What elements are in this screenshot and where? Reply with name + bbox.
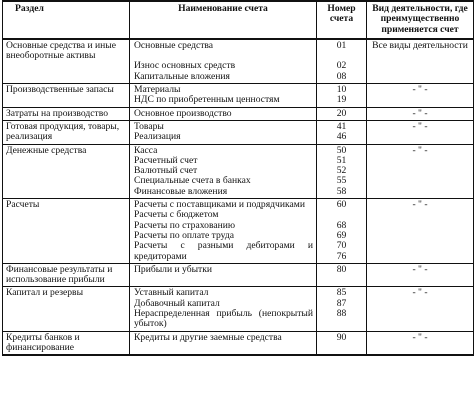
section-cell: Затраты на производство — [3, 107, 130, 120]
account-number: 51 — [336, 154, 347, 166]
table-row — [3, 144, 474, 198]
table-row — [3, 199, 474, 264]
account-numbers-cell — [317, 263, 367, 287]
table-row — [3, 287, 474, 331]
account-number: 55 — [336, 175, 347, 187]
account-name: Материалы — [134, 84, 181, 96]
account-name: Нераспределенная прибыль (непокрытый убыток) — [134, 308, 313, 330]
table-row — [3, 107, 474, 120]
account-numbers-cell — [317, 120, 367, 144]
account-number: 69 — [336, 229, 347, 241]
table-row — [3, 331, 474, 355]
account-number: 08 — [336, 70, 347, 82]
section-cell: Финансовые результаты и использование прибыли — [3, 263, 130, 287]
header-account-number: Номер счета — [317, 1, 367, 39]
account-name: Расчеты по страхованию — [134, 219, 236, 231]
account-number: 58 — [336, 185, 347, 197]
account-name: Товары — [134, 120, 164, 132]
account-name: Добавочный капитал — [134, 297, 220, 309]
account-name: Финансовые вложения — [134, 185, 228, 197]
account-names-cell — [130, 84, 317, 108]
section-cell: Капитал и резервы — [3, 287, 130, 331]
account-number: 20 — [336, 107, 347, 119]
account-numbers-cell — [317, 287, 367, 331]
header-account-name: Наименование счета — [130, 1, 317, 39]
account-numbers-cell — [317, 144, 367, 198]
account-number: 90 — [336, 331, 347, 343]
account-number: 50 — [336, 144, 347, 156]
table-row — [3, 120, 474, 144]
account-number: 88 — [336, 308, 347, 320]
account-number: 41 — [336, 120, 347, 132]
account-number: 76 — [336, 250, 347, 262]
section-cell: Денежные средства — [3, 144, 130, 198]
account-name: Валютный счет — [134, 165, 198, 177]
account-name: Расчеты по оплате труда — [134, 229, 234, 241]
account-number: 52 — [336, 165, 347, 177]
account-number: 87 — [336, 297, 347, 309]
section-cell: Производственные запасы — [3, 84, 130, 108]
account-names-cell — [130, 120, 317, 144]
account-number: 02 — [336, 60, 347, 72]
activity-cell: - " - — [367, 199, 474, 264]
account-name: Специальные счета в банках — [134, 175, 251, 187]
account-names-cell — [130, 107, 317, 120]
activity-cell: - " - — [367, 287, 474, 331]
header-activity: Вид деятельности, где преимущественно применяется счет — [367, 1, 474, 39]
activity-cell: - " - — [367, 107, 474, 120]
account-numbers-cell — [317, 107, 367, 120]
account-number: 46 — [336, 131, 347, 143]
activity-cell: - " - — [367, 263, 474, 287]
account-names-cell — [130, 331, 317, 355]
table-row — [3, 263, 474, 287]
account-numbers-cell — [317, 39, 367, 84]
header-section: Раздел — [3, 1, 130, 39]
table-row — [3, 84, 474, 108]
account-names-cell — [130, 199, 317, 264]
account-names-cell — [130, 287, 317, 331]
account-numbers-cell — [317, 84, 367, 108]
chart-of-accounts-table — [2, 0, 474, 356]
account-numbers-cell — [317, 199, 367, 264]
activity-cell: - " - — [367, 84, 474, 108]
section-cell: Расчеты — [3, 199, 130, 264]
account-number: 68 — [336, 219, 347, 231]
account-numbers-cell — [317, 331, 367, 355]
section-cell: Готовая продукция, товары, реализация — [3, 120, 130, 144]
account-name: НДС по приобретенным ценностям — [134, 94, 280, 106]
account-name: Уставный капитал — [134, 287, 209, 299]
account-name: Реализация — [134, 131, 181, 143]
account-names-cell — [130, 144, 317, 198]
account-number: 70 — [336, 240, 347, 252]
account-name: Расчеты с поставщиками и подрядчиками — [134, 199, 305, 211]
table-row — [3, 39, 474, 84]
section-cell: Кредиты банков и финансирование — [3, 331, 130, 355]
account-name: Основные средства — [134, 39, 214, 51]
account-number: 19 — [336, 94, 347, 106]
account-name: Капитальные вложения — [134, 70, 230, 82]
header-row — [3, 1, 474, 39]
account-name: Основное производство — [134, 107, 232, 119]
account-name: Расчетный счет — [134, 154, 198, 166]
account-name: Расчеты с разными дебиторами и кредиторами — [134, 240, 313, 262]
activity-cell: - " - — [367, 120, 474, 144]
account-number: 60 — [336, 199, 347, 211]
activity-cell: - " - — [367, 331, 474, 355]
activity-cell: - " - — [367, 144, 474, 198]
account-name: Прибыли и убытки — [134, 263, 213, 275]
account-number: 01 — [336, 39, 347, 51]
account-name: Износ основных средств — [134, 60, 236, 72]
account-name: Расчеты с бюджетом — [134, 209, 219, 221]
account-number: 10 — [336, 84, 347, 96]
account-number: 85 — [336, 287, 347, 299]
account-name: Кредиты и другие заемные средства — [134, 331, 282, 343]
section-cell: Основные средства и иные внеоборотные активы — [3, 39, 130, 84]
activity-cell: Все виды деятельности — [367, 39, 474, 84]
account-names-cell — [130, 263, 317, 287]
account-names-cell — [130, 39, 317, 84]
account-name: Касса — [134, 144, 158, 156]
account-number: 80 — [336, 263, 347, 275]
